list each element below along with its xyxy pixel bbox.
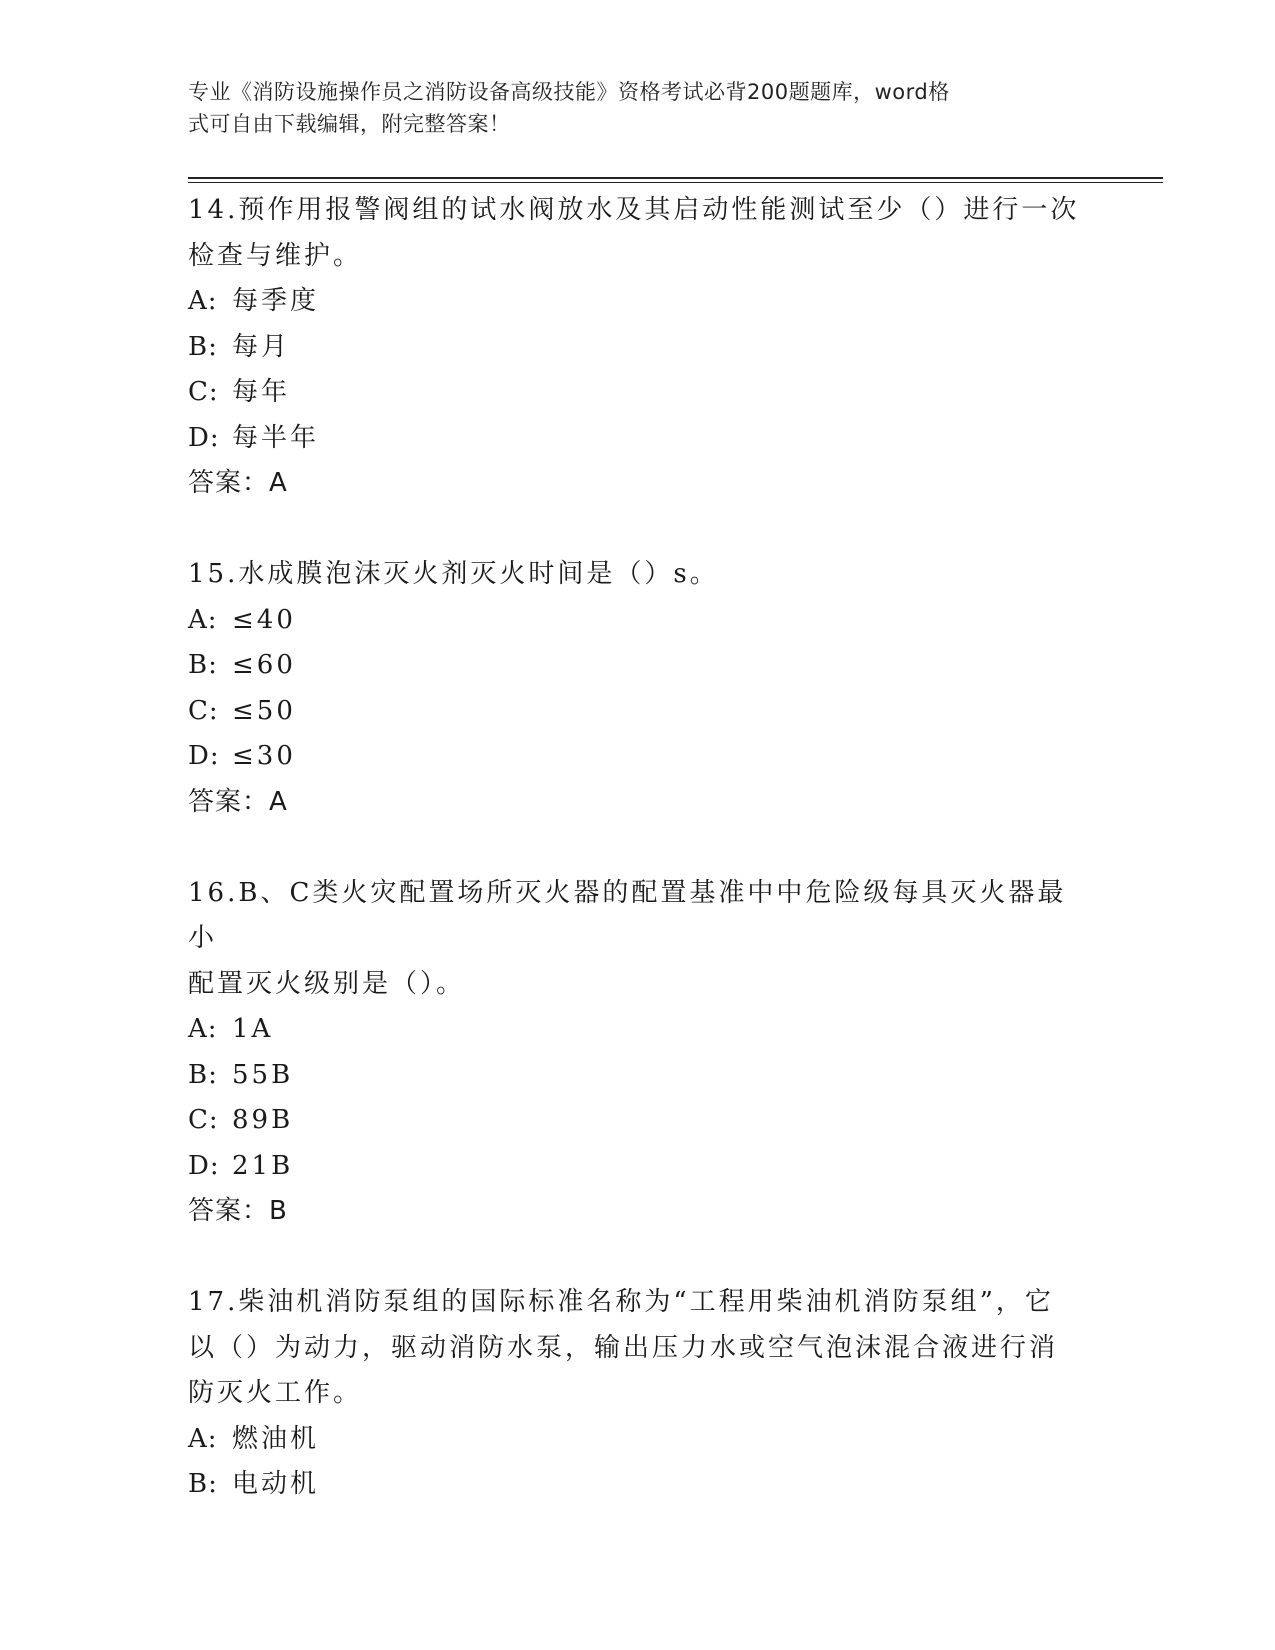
option-letter: A:	[188, 1014, 218, 1044]
question-text-line: 配置灭火级别是（）。	[188, 968, 466, 999]
question-text-line: 16.B、C类火灾配置场所灭火器的配置基准中中危险级每具灭火器最小	[188, 877, 1067, 953]
option-letter: D:	[188, 741, 220, 771]
option-letter: D:	[188, 422, 220, 453]
question-15	[188, 552, 1088, 825]
option-letter: C:	[188, 377, 219, 407]
option-text: ≤50	[232, 695, 296, 726]
question-16	[188, 871, 1088, 1235]
question-17	[188, 1280, 1088, 1508]
option-c	[188, 370, 1088, 416]
question-list	[188, 188, 1088, 1508]
header-line-2: 式可自由下载编辑，附完整答案！	[188, 112, 511, 136]
header-divider-thin	[188, 182, 1163, 183]
option-c	[188, 1098, 1088, 1144]
option-text: 每年	[232, 377, 291, 407]
document-header	[188, 76, 1068, 140]
option-a	[188, 1007, 1088, 1053]
option-a	[188, 279, 1088, 325]
option-d	[188, 734, 1088, 780]
option-c	[188, 689, 1088, 735]
question-text-line: 防灭火工作。	[188, 1378, 363, 1408]
option-letter: B:	[188, 331, 218, 362]
option-b	[188, 1462, 1088, 1508]
option-text: 89B	[232, 1105, 294, 1135]
question-spacer	[188, 507, 1088, 553]
option-text: 21B	[232, 1150, 294, 1181]
option-text: ≤40	[232, 604, 296, 635]
option-letter: A:	[188, 604, 218, 635]
question-text-line: 14.预作用报警阀组的试水阀放水及其启动性能测试至少（）进行一次	[188, 195, 1080, 225]
option-d	[188, 416, 1088, 462]
question-text-line: 以（）为动力，驱动消防水泵，输出压力水或空气泡沫混合液进行消	[188, 1332, 1059, 1363]
option-b	[188, 643, 1088, 689]
option-b	[188, 325, 1088, 371]
option-text: ≤30	[232, 741, 296, 771]
question-text-line: 17.柴油机消防泵组的国际标准名称为“工程用柴油机消防泵组”，它	[188, 1287, 1054, 1317]
option-text: 每月	[232, 331, 291, 362]
question-text-line: 检查与维护。	[188, 240, 363, 271]
option-text: 燃油机	[232, 1423, 320, 1454]
option-text: 55B	[232, 1059, 294, 1090]
question-spacer	[188, 1235, 1088, 1281]
option-letter: C:	[188, 695, 219, 726]
option-text: 1A	[232, 1014, 274, 1044]
question-spacer	[188, 825, 1088, 871]
option-text: 每半年	[232, 422, 320, 453]
header-line-1: 专业《消防设施操作员之消防设备高级技能》资格考试必背200题题库，word格	[188, 80, 950, 104]
option-letter: C:	[188, 1105, 219, 1135]
header-divider	[188, 177, 1163, 179]
answer-label: 答案：A	[188, 786, 288, 817]
option-a	[188, 1417, 1088, 1463]
option-a	[188, 598, 1088, 644]
option-text: 电动机	[232, 1469, 320, 1499]
question-14	[188, 188, 1088, 507]
option-text: 每季度	[232, 286, 320, 316]
option-b	[188, 1053, 1088, 1099]
option-d	[188, 1144, 1088, 1190]
answer-label: 答案：B	[188, 1196, 288, 1226]
answer-label: 答案：A	[188, 468, 288, 498]
question-text-line: 15.水成膜泡沫灭火剂灭火时间是（）s。	[188, 559, 719, 589]
option-letter: B:	[188, 1469, 218, 1499]
option-letter: A:	[188, 286, 218, 316]
option-letter: B:	[188, 650, 218, 680]
option-letter: D:	[188, 1150, 220, 1181]
option-text: ≤60	[232, 650, 296, 680]
option-letter: B:	[188, 1059, 218, 1090]
option-letter: A:	[188, 1423, 218, 1454]
